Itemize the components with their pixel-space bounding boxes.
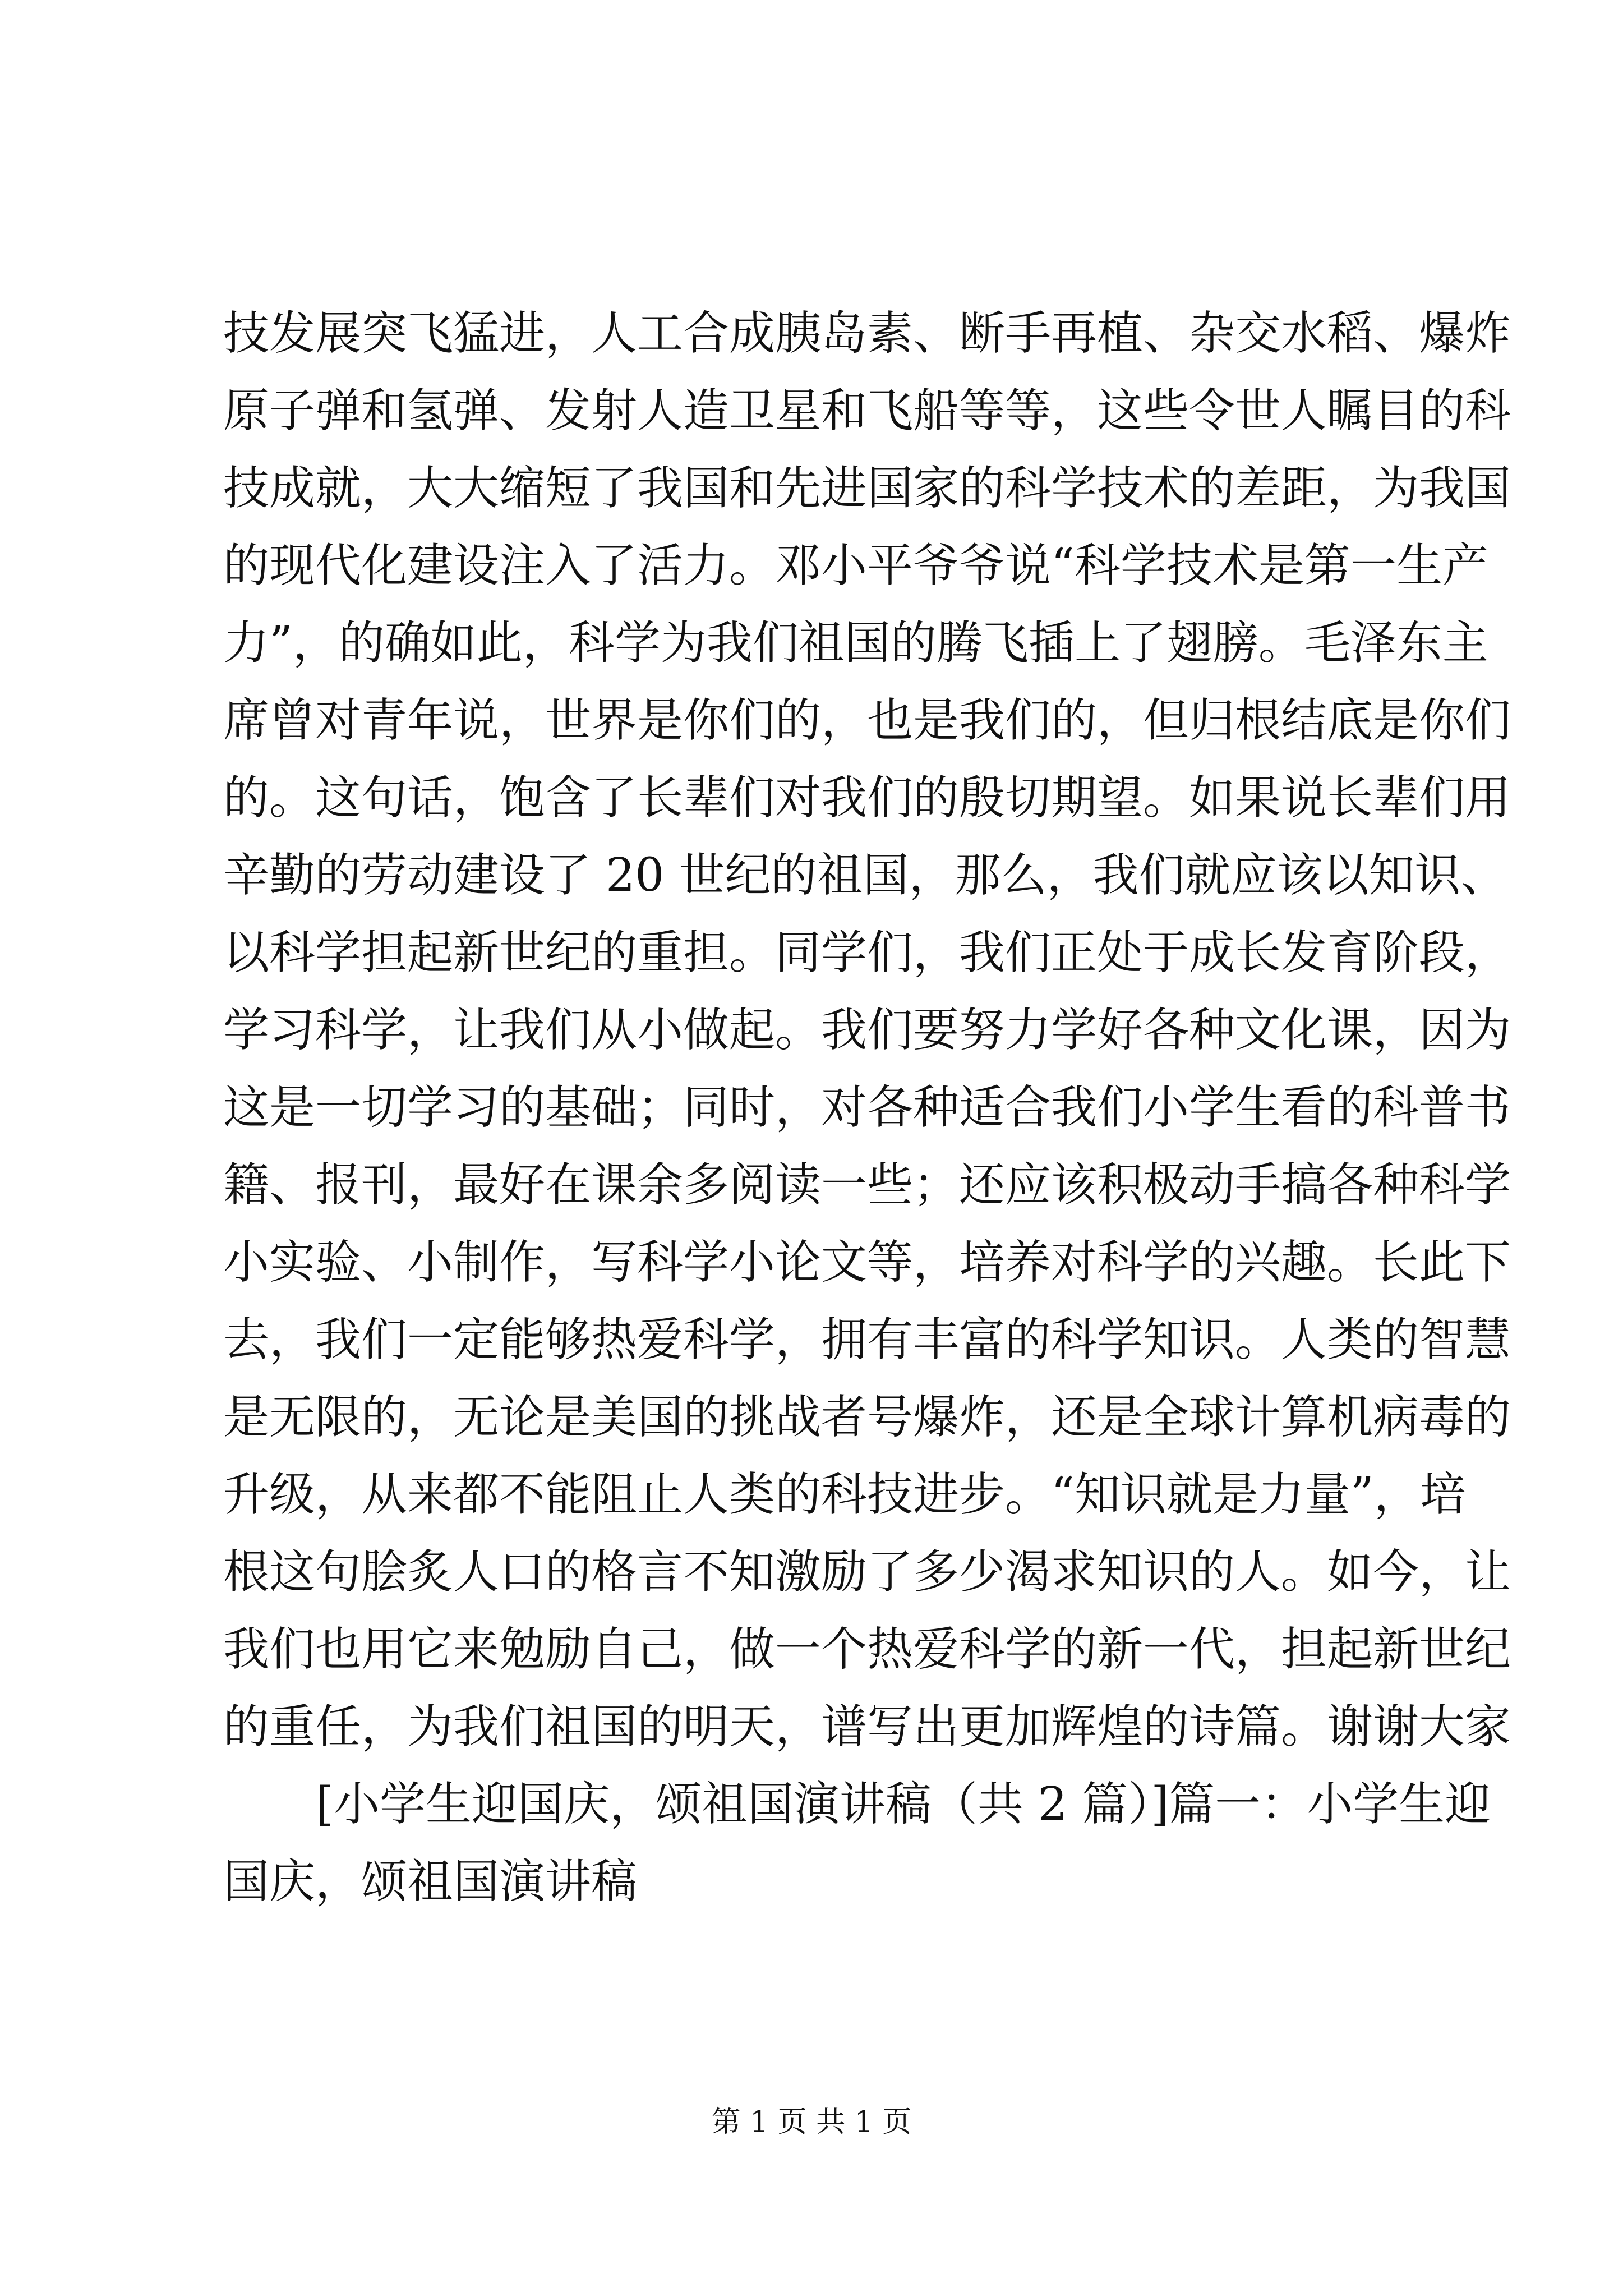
page-footer: 第 1 页 共 1 页	[711, 2105, 912, 2139]
body-line: 力”，的确如此，科学为我们祖国的腾飞插上了翅膀。毛泽东主	[223, 616, 1488, 670]
body-line: 的重任，为我们祖国的明天，谱写出更加辉煌的诗篇。谢谢大家	[223, 1700, 1511, 1754]
body-line: 我们也用它来勉励自己，做一个热爱科学的新一代，担起新世纪	[223, 1623, 1511, 1676]
body-line: 小实验、小制作，写科学小论文等，培养对科学的兴趣。长此下	[223, 1236, 1511, 1289]
body-line: 去，我们一定能够热爱科学，拥有丰富的科学知识。人类的智慧	[223, 1313, 1511, 1366]
body-line: 技成就，大大缩短了我国和先进国家的科学技术的差距，为我国	[223, 462, 1511, 515]
body-line: 升级，从来都不能阻止人类的科技进步。“知识就是力量”，培	[223, 1468, 1466, 1521]
body-line: 辛勤的劳动建设了 20 世纪的祖国，那么，我们就应该以知识、	[223, 849, 1507, 902]
body-line: 这是一切学习的基础；同时，对各种适合我们小学生看的科普书	[223, 1081, 1511, 1134]
body-line: 原子弹和氢弹、发射人造卫星和飞船等等，这些令世人瞩目的科	[223, 384, 1511, 438]
body-line: 籍、报刊，最好在课余多阅读一些；还应该积极动手搞各种科学	[223, 1158, 1511, 1212]
section-heading-line: [小学生迎国庆，颂祖国演讲稿（共 2 篇）]篇一：小学生迎	[316, 1778, 1491, 1831]
section-heading-line: 国庆，颂祖国演讲稿	[223, 1855, 638, 1908]
body-line: 以科学担起新世纪的重担。同学们，我们正处于成长发育阶段，	[223, 926, 1511, 979]
body-line: 根这句脍炙人口的格言不知激励了多少渴求知识的人。如今，让	[223, 1545, 1511, 1599]
body-line: 学习科学，让我们从小做起。我们要努力学好各种文化课，因为	[223, 1004, 1511, 1057]
body-line: 席曾对青年说，世界是你们的，也是我们的，但归根结底是你们	[223, 694, 1511, 747]
body-line: 技发展突飞猛进，人工合成胰岛素、断手再植、杂交水稻、爆炸	[223, 307, 1511, 360]
body-line: 的现代化建设注入了活力。邓小平爷爷说“科学技术是第一生产	[223, 539, 1488, 592]
body-line: 是无限的，无论是美国的挑战者号爆炸，还是全球计算机病毒的	[223, 1391, 1511, 1444]
body-line: 的。这句话，饱含了长辈们对我们的殷切期望。如果说长辈们用	[223, 771, 1511, 825]
